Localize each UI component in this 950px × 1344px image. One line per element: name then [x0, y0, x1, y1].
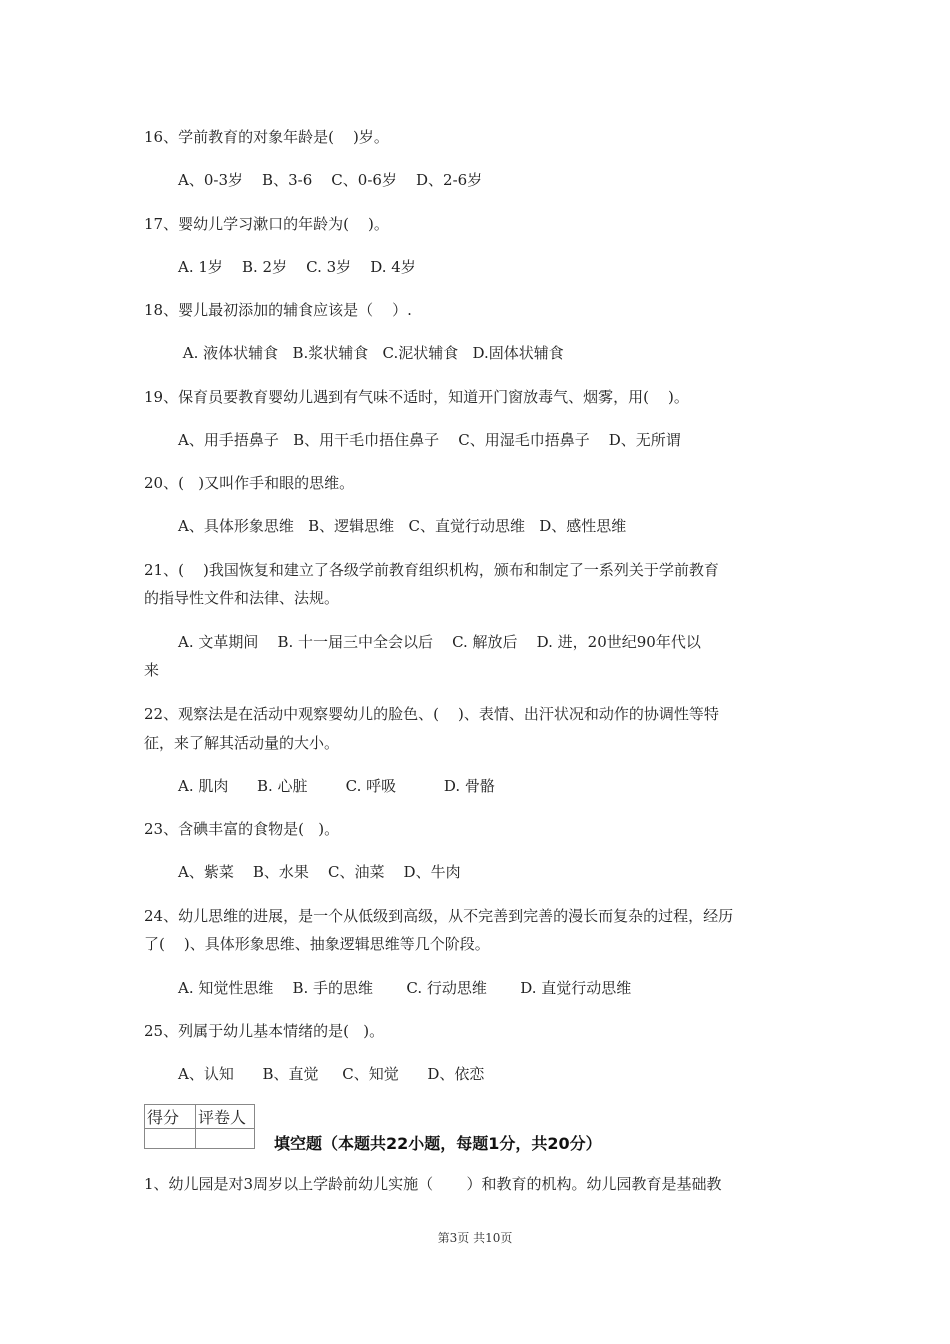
question-options: A、认知 B、直觉 C、知觉 D、依恋 [178, 1065, 485, 1083]
fill-question-1: 1、幼儿园是对3周岁以上学龄前幼儿实施（ ）和教育的机构。幼儿园教育是基础教 [144, 1175, 722, 1193]
score-header: 得分 [145, 1105, 196, 1129]
question-options: A. 知觉性思维 B. 手的思维 C. 行动思维 D. 直觉行动思维 [178, 979, 632, 997]
question-options: A. 文革期间 B. 十一届三中全会以后 C. 解放后 D. 进，20世纪90年代以 [178, 633, 701, 651]
question-options: A. 1岁 B. 2岁 C. 3岁 D. 4岁 [178, 258, 416, 276]
question-stem: 23、含碘丰富的食物是( )。 [144, 820, 340, 838]
question-stem: 17、婴幼儿学习漱口的年龄为( )。 [144, 215, 389, 233]
page-footer: 第3页 共10页 [437, 1231, 513, 1245]
grader-header: 评卷人 [196, 1105, 255, 1129]
question-options: A、紫菜 B、水果 C、油菜 D、牛肉 [178, 863, 461, 881]
question-options: A. 肌肉 B. 心脏 C. 呼吸 D. 骨骼 [178, 777, 495, 795]
question-stem-continued: 了( )、具体形象思维、抽象逻辑思维等几个阶段。 [144, 935, 490, 953]
question-stem: 20、( )又叫作手和眼的思维。 [144, 474, 355, 492]
question-stem: 21、( )我国恢复和建立了各级学前教育组织机构，颁布和制定了一系列关于学前教育 [144, 561, 719, 579]
question-options: A、用手捂鼻子 B、用干毛巾捂住鼻子 C、用湿毛巾捂鼻子 D、无所谓 [178, 431, 681, 449]
question-options: A、0-3岁 B、3-6 C、0-6岁 D、2-6岁 [178, 171, 483, 189]
question-stem: 16、学前教育的对象年龄是( )岁。 [144, 128, 389, 146]
question-options-wrap: 来 [144, 661, 160, 679]
question-options: A. 液体状辅食 B.浆状辅食 C.泥状辅食 D.固体状辅食 [178, 344, 564, 362]
question-options: A、具体形象思维 B、逻辑思维 C、直觉行动思维 D、感性思维 [178, 517, 627, 535]
score-cell[interactable] [145, 1129, 196, 1149]
question-stem: 22、观察法是在活动中观察婴幼儿的脸色、( )、表情、出汗状况和动作的协调性等特 [144, 705, 719, 723]
question-stem: 18、婴儿最初添加的辅食应该是（ ）. [144, 301, 412, 319]
question-stem: 19、保育员要教育婴幼儿遇到有气味不适时，知道开门窗放毒气、烟雾，用( )。 [144, 388, 689, 406]
grader-cell[interactable] [196, 1129, 255, 1149]
question-stem-continued: 征，来了解其活动量的大小。 [144, 734, 340, 752]
section-title: 填空题（本题共22小题，每题1分，共20分） [274, 1134, 602, 1153]
question-stem: 24、幼儿思维的进展，是一个从低级到高级，从不完善到完善的漫长而复杂的过程，经历 [144, 907, 734, 925]
question-stem: 25、列属于幼儿基本情绪的是( )。 [144, 1022, 385, 1040]
score-table [144, 1104, 255, 1149]
question-stem-continued: 的指导性文件和法律、法规。 [144, 589, 340, 607]
